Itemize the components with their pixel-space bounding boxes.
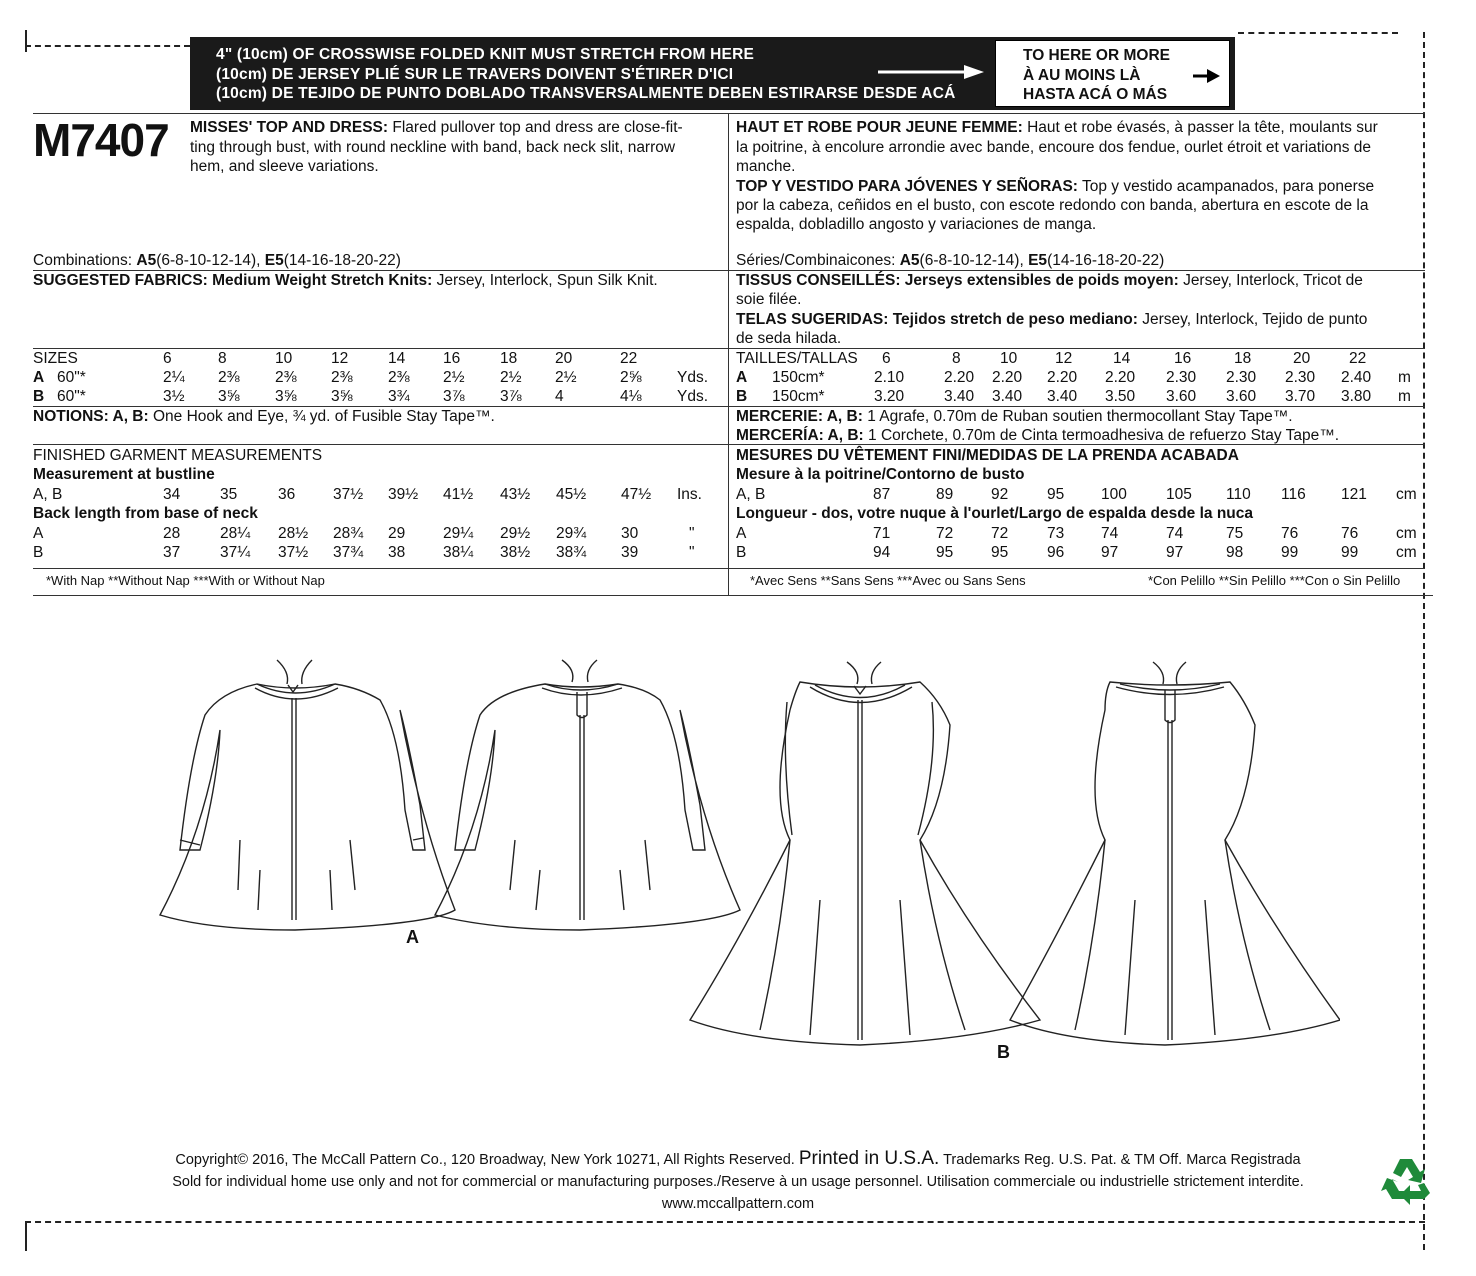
cut-line-top-left [25, 45, 190, 47]
table-cell: 3.60 [1226, 388, 1257, 405]
table-cell: 2⅜ [275, 369, 297, 386]
table-cell: 76 [1341, 525, 1359, 542]
en-description-title: MISSES' TOP AND DRESS: [190, 119, 389, 136]
trademark: Trademarks Reg. U.S. Pat. & TM Off. Marca Registrada [943, 1152, 1301, 1168]
view-letter: A [736, 369, 748, 386]
table-cell: 2½ [500, 369, 522, 386]
fr-back-title: Longueur - dos, votre nuque à l'ourlet/Largo de espalda desde la nuca [736, 505, 1253, 522]
table-cell: 110 [1226, 486, 1251, 503]
table-cell: 99 [1341, 544, 1359, 561]
table-cell: 47½ [621, 486, 652, 503]
size-header: 12 [331, 350, 349, 367]
printed-in: Printed in U.S.A. [798, 1148, 940, 1169]
view-letter: A [33, 525, 44, 542]
table-cell: 94 [873, 544, 891, 561]
table-cell: 3.40 [1047, 388, 1078, 405]
size-header: 22 [1349, 350, 1367, 367]
table-cell: 2.20 [1105, 369, 1136, 386]
size-header: 14 [1113, 350, 1131, 367]
table-cell: 99 [1281, 544, 1299, 561]
fabric-width: 150cm* [772, 388, 825, 405]
table-cell: 30 [621, 525, 639, 542]
sizes-label: TAILLES/TALLAS [736, 350, 858, 367]
table-cell: 95 [936, 544, 954, 561]
unit: m [1398, 369, 1411, 386]
cut-line-bottom [25, 1221, 1425, 1223]
size-header: 14 [388, 350, 406, 367]
rule-bottom-section [33, 595, 1433, 596]
table-cell: 3⅝ [275, 388, 297, 405]
rule-fgm [33, 444, 1425, 445]
table-cell: 2.40 [1341, 369, 1372, 386]
table-cell: 97 [1101, 544, 1119, 561]
view-a-back-drawing [435, 660, 740, 930]
column-divider [728, 113, 729, 596]
size-header: 22 [620, 350, 638, 367]
table-cell: 39 [621, 544, 639, 561]
table-cell: 3.80 [1341, 388, 1372, 405]
table-cell: 37¼ [220, 544, 251, 561]
view-a-label: A [406, 927, 419, 947]
view-letter: B [33, 544, 44, 561]
cut-line-right [1423, 32, 1425, 1250]
table-cell: 41½ [443, 486, 474, 503]
size-header: 16 [1174, 350, 1192, 367]
size-header: 16 [443, 350, 461, 367]
fr-fgm-title: MESURES DU VÊTEMENT FINI/MEDIDAS DE LA PRENDA ACABADA [736, 447, 1239, 464]
stretch-target-box [995, 40, 1230, 107]
view-letter: A [33, 369, 45, 386]
unit: m [1398, 388, 1411, 405]
en-nap-note: *With Nap **Without Nap ***With or Without Nap [46, 573, 325, 588]
table-cell: 2⅝ [620, 369, 642, 386]
table-cell: 2⅜ [218, 369, 240, 386]
table-cell: 3.40 [992, 388, 1023, 405]
cut-line-left [25, 30, 27, 52]
unit: cm [1396, 525, 1417, 542]
stretch-gauge-banner [190, 37, 1235, 110]
table-cell: 28 [163, 525, 181, 542]
table-cell: 3.60 [1166, 388, 1197, 405]
fr-combinations: Séries/Combinaicones: A5(6-8-10-12-14), E5(14-16-18-20-22) [736, 252, 1165, 269]
table-cell: 116 [1281, 486, 1306, 503]
garment-illustrations [150, 640, 1340, 1060]
fr-notions: MERCERIE: A, B: 1 Agrafe, 0.70m de Ruban soutien thermocollant Stay Tape™. [736, 408, 1293, 425]
en-description-line1: MISSES' TOP AND DRESS: Flared pullover top and dress are close-fit- [190, 119, 683, 136]
footer-line1 [0, 1148, 1476, 1171]
size-header: 20 [555, 350, 573, 367]
fr-fabrics-cont: soie filée. [736, 291, 802, 308]
target-line-fr: À AU MOINS LÀ [1023, 66, 1141, 84]
table-cell: 3¾ [388, 388, 410, 405]
view-b-front-drawing [690, 662, 1040, 1045]
table-cell: 2½ [443, 369, 465, 386]
view-letter: A, B [33, 486, 63, 503]
table-cell: 37¾ [333, 544, 364, 561]
stretch-instructions [216, 45, 955, 104]
fabric-width: 60"* [57, 388, 86, 405]
table-cell: 74 [1166, 525, 1184, 542]
table-cell: 87 [873, 486, 891, 503]
table-cell: 2⅜ [331, 369, 353, 386]
table-cell: 97 [1166, 544, 1184, 561]
footer-line2: Sold for individual home use only and not for commercial or manufacturing purposes./Reserve à un usage personnel. Utilisation commerciale ou industrielle strictement interdite. [172, 1174, 1304, 1190]
stretch-line-fr: (10cm) DE JERSEY PLIÉ SUR LE TRAVERS DOIVENT S'ÉTIRER D'ICI [216, 65, 734, 83]
en-combinations: Combinations: A5(6-8-10-12-14), E5(14-16-18-20-22) [33, 252, 401, 269]
view-b-label: B [997, 1042, 1010, 1062]
table-cell: 3.40 [944, 388, 975, 405]
right-arrow-icon [1193, 69, 1221, 83]
table-cell: 74 [1101, 525, 1119, 542]
table-cell: 38¾ [556, 544, 587, 561]
size-header: 20 [1293, 350, 1311, 367]
view-b-back-drawing [1010, 662, 1340, 1045]
table-cell: 3½ [163, 388, 185, 405]
view-letter: B [736, 388, 748, 405]
table-cell: 38 [388, 544, 406, 561]
table-cell: 2.30 [1166, 369, 1197, 386]
stretch-line-en: 4" (10cm) OF CROSSWISE FOLDED KNIT MUST STRETCH FROM HERE [216, 46, 755, 63]
website: www.mccallpattern.com [661, 1196, 815, 1212]
table-cell: 71 [873, 525, 891, 542]
table-cell: 37½ [333, 486, 364, 503]
table-cell: 3.50 [1105, 388, 1136, 405]
size-header: 6 [163, 350, 172, 367]
table-cell: 45½ [556, 486, 587, 503]
stretch-line-es: (10cm) DE TEJIDO DE PUNTO DOBLADO TRANSVERSALMENTE DEBEN ESTIRARSE DESDE ACÁ [216, 85, 956, 102]
table-cell: 3.20 [874, 388, 905, 405]
unit: cm [1396, 544, 1417, 561]
fr-description-line1: HAUT ET ROBE POUR JEUNE FEMME: Haut et robe évasés, à passer la tête, moulants sur [736, 119, 1378, 136]
size-header: 10 [275, 350, 293, 367]
table-cell: 28½ [278, 525, 309, 542]
table-cell: 38½ [500, 544, 531, 561]
size-header: 8 [952, 350, 961, 367]
es-nap-note: *Con Pelillo **Sin Pelillo ***Con o Sin Pelillo [1148, 573, 1401, 588]
es-fabrics-cont: de seda hilada. [736, 330, 842, 347]
table-cell: 43½ [500, 486, 531, 503]
unit: cm [1396, 486, 1417, 503]
fabric-width: 60"* [57, 369, 86, 386]
size-header: 8 [218, 350, 227, 367]
table-cell: 72 [991, 525, 1009, 542]
right-arrow-icon [878, 64, 986, 80]
table-cell: 2.10 [874, 369, 905, 386]
cut-line-top-right [1238, 32, 1398, 34]
table-cell: 2¼ [163, 369, 185, 386]
table-cell: 37 [163, 544, 181, 561]
unit: Yds. [677, 388, 709, 405]
view-a-front-drawing [160, 660, 455, 930]
es-notions: MERCERÍA: A, B: 1 Corchete, 0.70m de Cinta termoadhesiva de refuerzo Stay Tape™. [736, 427, 1340, 444]
fr-bust-title: Mesure à la poitrine/Contorno de busto [736, 466, 1025, 483]
en-description-line3: hem, and sleeve variations. [190, 158, 379, 175]
pattern-number: M7407 [33, 114, 169, 166]
table-cell: 72 [936, 525, 954, 542]
table-cell: 29 [388, 525, 406, 542]
table-cell: 2.30 [1285, 369, 1316, 386]
en-bust-title: Measurement at bustline [33, 466, 215, 483]
en-description-line2: ting through bust, with round neckline with band, back neck slit, narrow [190, 139, 676, 156]
table-cell: 34 [163, 486, 181, 503]
table-cell: 38¼ [443, 544, 474, 561]
table-cell: 3⅝ [218, 388, 240, 405]
size-header: 6 [882, 350, 891, 367]
table-cell: 35 [220, 486, 238, 503]
table-cell: 89 [936, 486, 954, 503]
table-cell: 29¼ [443, 525, 474, 542]
table-cell: 39½ [388, 486, 419, 503]
unit: Ins. [677, 486, 702, 503]
table-cell: 28¼ [220, 525, 251, 542]
unit: Yds. [677, 369, 709, 386]
view-letter: A [736, 525, 747, 542]
table-cell: 2.20 [1047, 369, 1078, 386]
en-fgm-title: FINISHED GARMENT MEASUREMENTS [33, 447, 323, 464]
sizes-label: SIZES [33, 350, 78, 367]
table-cell: 4⅛ [620, 388, 642, 405]
fabric-width: 150cm* [772, 369, 825, 386]
copyright: Copyright© 2016, The McCall Pattern Co., 120 Broadway, New York 10271, All Rights Reserved. [175, 1152, 795, 1168]
en-back-title: Back length from base of neck [33, 505, 258, 522]
cut-line-left-bottom [25, 1221, 27, 1251]
view-letter: B [736, 544, 747, 561]
table-cell: 98 [1226, 544, 1244, 561]
table-cell: 3⅝ [331, 388, 353, 405]
table-cell: 92 [991, 486, 1009, 503]
view-letter: A, B [736, 486, 766, 503]
view-letter: B [33, 388, 45, 405]
table-cell: 29¾ [556, 525, 587, 542]
table-cell: 121 [1341, 486, 1367, 503]
table-cell: 95 [1047, 486, 1065, 503]
rule-nap [33, 568, 1425, 569]
size-header: 18 [1234, 350, 1252, 367]
size-header: 18 [500, 350, 518, 367]
footer [0, 1148, 1476, 1215]
table-cell: 73 [1047, 525, 1065, 542]
fr-description-line3: manche. [736, 158, 796, 175]
table-cell: 76 [1281, 525, 1299, 542]
es-description-line1: TOP Y VESTIDO PARA JÓVENES Y SEÑORAS: Top y vestido acampanados, para ponerse [736, 178, 1375, 195]
target-line-en: TO HERE OR MORE [1023, 47, 1170, 64]
size-header: 10 [1000, 350, 1018, 367]
table-cell: 3.70 [1285, 388, 1316, 405]
table-cell: 4 [555, 388, 564, 405]
table-cell: 3⅞ [500, 388, 522, 405]
es-description-line3: espalda, dobladillo angosto y variaciones de manga. [736, 216, 1097, 233]
en-notions: NOTIONS: A, B: One Hook and Eye, ¾ yd. of Fusible Stay Tape™. [33, 408, 495, 425]
target-line-es: HASTA ACÁ O MÁS [1023, 86, 1168, 103]
table-cell: 36 [278, 486, 296, 503]
table-cell: 100 [1101, 486, 1127, 503]
size-header: 12 [1055, 350, 1073, 367]
recycle-icon [1380, 1155, 1434, 1205]
table-cell: 3⅞ [443, 388, 465, 405]
fr-nap-note: *Avec Sens **Sans Sens ***Avec ou Sans Sens [750, 573, 1026, 588]
table-cell: 2.30 [1226, 369, 1257, 386]
table-cell: 105 [1166, 486, 1192, 503]
table-cell: 2⅜ [388, 369, 410, 386]
unit: " [689, 525, 695, 542]
en-fabrics: SUGGESTED FABRICS: Medium Weight Stretch Knits: Jersey, Interlock, Spun Silk Knit. [33, 272, 658, 289]
top-rule [33, 113, 1425, 114]
fr-description-line2: la poitrine, à encolure arrondie avec bande, encoure dos fendue, ourlet étroit et variations de [736, 139, 1372, 156]
table-cell: 96 [1047, 544, 1065, 561]
table-cell: 2½ [555, 369, 577, 386]
table-cell: 28¾ [333, 525, 364, 542]
unit: " [689, 544, 695, 561]
fr-fabrics: TISSUS CONSEILLÉS: Jerseys extensibles de poids moyen: Jersey, Interlock, Tricot de [736, 272, 1363, 289]
table-cell: 29½ [500, 525, 531, 542]
es-fabrics: TELAS SUGERIDAS: Tejidos stretch de peso mediano: Jersey, Interlock, Tejido de punto [736, 311, 1368, 328]
rule-sizes [33, 348, 1425, 349]
table-cell: 2.20 [992, 369, 1023, 386]
table-cell: 75 [1226, 525, 1244, 542]
table-cell: 95 [991, 544, 1009, 561]
es-description-line2: por la cabeza, ceñidos en el busto, con escote redondo con banda, abertura en escote de la [736, 197, 1369, 214]
table-cell: 2.20 [944, 369, 975, 386]
table-cell: 37½ [278, 544, 309, 561]
